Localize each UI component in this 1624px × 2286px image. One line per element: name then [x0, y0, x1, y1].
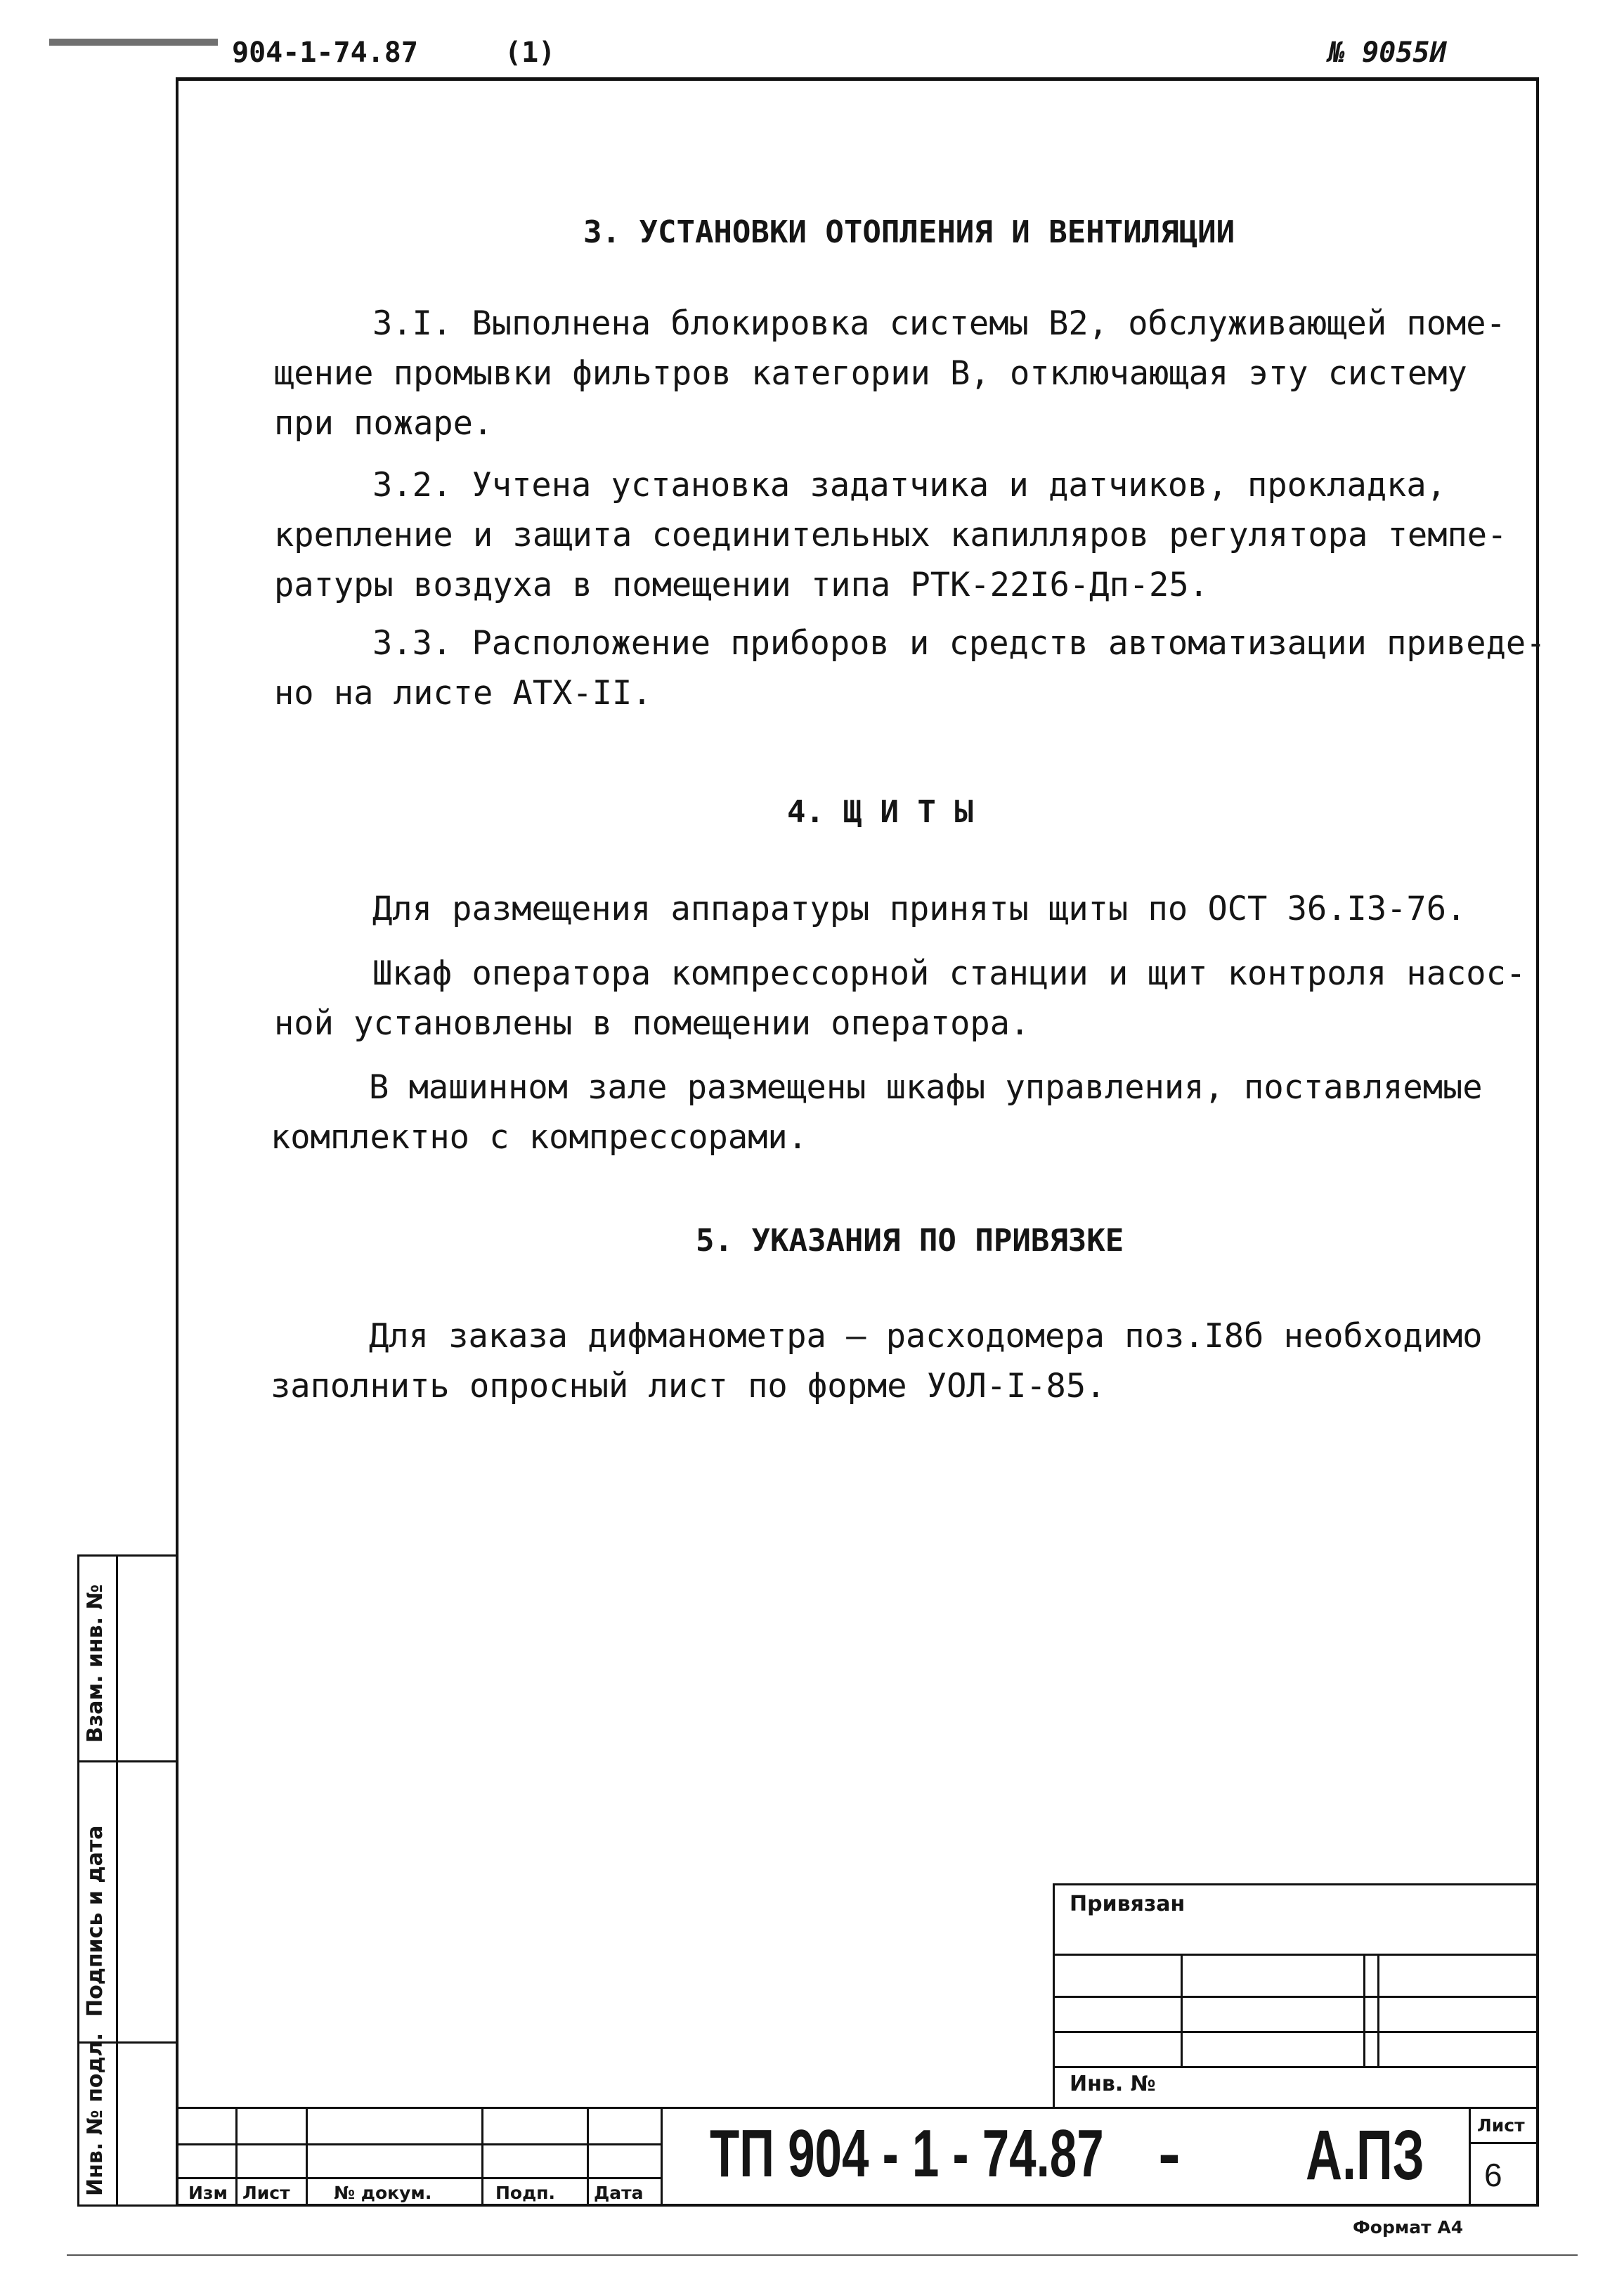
section-3-paragraph-3 [274, 618, 1546, 718]
text-line: 3.3. Расположение приборов и средств автоматизации приведе- [372, 624, 1546, 663]
section-4-title: 4. Щ И Т Ы [787, 794, 973, 830]
sheet-cell-divider [1469, 2142, 1539, 2144]
tb-col-izm [235, 2107, 238, 2205]
tb-col-podp [587, 2107, 589, 2205]
side-strip-left-border [77, 1554, 79, 2207]
side-strip-top [77, 1554, 177, 1557]
text-line: 3.I. Выполнена блокировка системы В2, обслуживающей поме- [372, 304, 1506, 343]
binding-inv-label: Инв. № [1070, 2072, 1156, 2096]
document-designation: ТП 904 - 1 - 74.87 [710, 2116, 1104, 2191]
side-label-inv-podl: Инв. № подл. [83, 2032, 108, 2196]
bottom-scan-line [67, 2254, 1578, 2256]
top-scan-smudge [49, 39, 218, 46]
text-line: комплектно с компрессорами. [271, 1118, 808, 1157]
tb-col-data [661, 2107, 663, 2205]
tb-label-izm: Изм [188, 2183, 228, 2203]
text-line: заполнить опросный лист по форме УОЛ-I-85. [271, 1367, 1106, 1405]
text-line: 3.2. Учтена установка задатчика и датчиков, прокладка, [372, 466, 1447, 505]
tb-label-list: Лист [242, 2183, 290, 2203]
section-3-title: 3. УСТАНОВКИ ОТОПЛЕНИЯ И ВЕНТИЛЯЦИИ [583, 214, 1235, 250]
side-label-vzam: Взам. инв. № [83, 1584, 108, 1743]
text-line: Для заказа дифманометра – расходомера поз.I8б необходимо [369, 1317, 1483, 1356]
text-line: ной установлены в помещении оператора. [274, 1004, 1030, 1043]
tb-label-podp: Подп. [495, 2183, 556, 2203]
text-line: Шкаф оператора компрессорной станции и щит контроля насос- [372, 954, 1526, 993]
binding-line-1 [1053, 1954, 1539, 1956]
section-3-paragraph-1 [274, 299, 1506, 448]
section-5-title: 5. УКАЗАНИЯ ПО ПРИВЯЗКЕ [696, 1223, 1124, 1259]
sheet-label: Лист [1477, 2115, 1525, 2136]
side-strip-sep-1 [77, 1760, 177, 1762]
designation-dash: - [1158, 2116, 1181, 2191]
top-sheet-mark: (1) [505, 37, 556, 69]
binding-col-1 [1181, 1954, 1183, 2066]
binding-box-title: Привязан [1070, 1892, 1185, 1916]
text-line: ратуры воздуха в помещении типа РТК-22I6-Дп-25. [274, 566, 1209, 604]
tb-col-list [306, 2107, 308, 2205]
section-5-paragraph-1 [271, 1311, 1483, 1411]
tb-label-doc: № докум. [334, 2183, 432, 2203]
tb-col-doc [481, 2107, 483, 2205]
text-line: Для размещения аппаратуры приняты щиты по ОСТ 36.I3-76. [372, 890, 1467, 928]
side-strip-divider [116, 1554, 118, 2207]
document-suffix: А.ПЗ [1306, 2116, 1424, 2195]
title-block-top [176, 2107, 1539, 2109]
doc-number-stamp: № 9055И [1328, 37, 1447, 69]
binding-col-2 [1363, 1954, 1365, 2066]
tb-label-data: Дата [594, 2183, 644, 2203]
side-label-podp-data: Подпись и дата [83, 1825, 108, 2017]
section-4-paragraph-2 [274, 949, 1526, 1048]
binding-line-4 [1053, 2066, 1539, 2068]
text-line: В машинном зале размещены шкафы управления, поставляемые [369, 1068, 1483, 1107]
section-4-paragraph-1 [372, 884, 1466, 934]
binding-line-3 [1053, 2031, 1539, 2033]
binding-line-2 [1053, 1996, 1539, 1998]
section-3-paragraph-2 [274, 460, 1507, 610]
sheet-cell-left [1469, 2107, 1471, 2205]
section-4-paragraph-3 [271, 1063, 1483, 1162]
text-line: крепление и защита соединительных капилляров регулятора темпе- [274, 516, 1507, 554]
sheet-number: 6 [1484, 2157, 1502, 2193]
side-strip-bottom [77, 2204, 177, 2207]
binding-col-3 [1377, 1954, 1379, 2066]
top-left-code-stamp: 904-1-74.87 [232, 37, 418, 69]
text-line: но на листе АТХ-II. [274, 674, 652, 713]
format-label: Формат А4 [1353, 2217, 1464, 2238]
text-line: щение промывки фильтров категории В, отключающая эту систему [274, 354, 1467, 393]
text-line: при пожаре. [274, 404, 493, 443]
